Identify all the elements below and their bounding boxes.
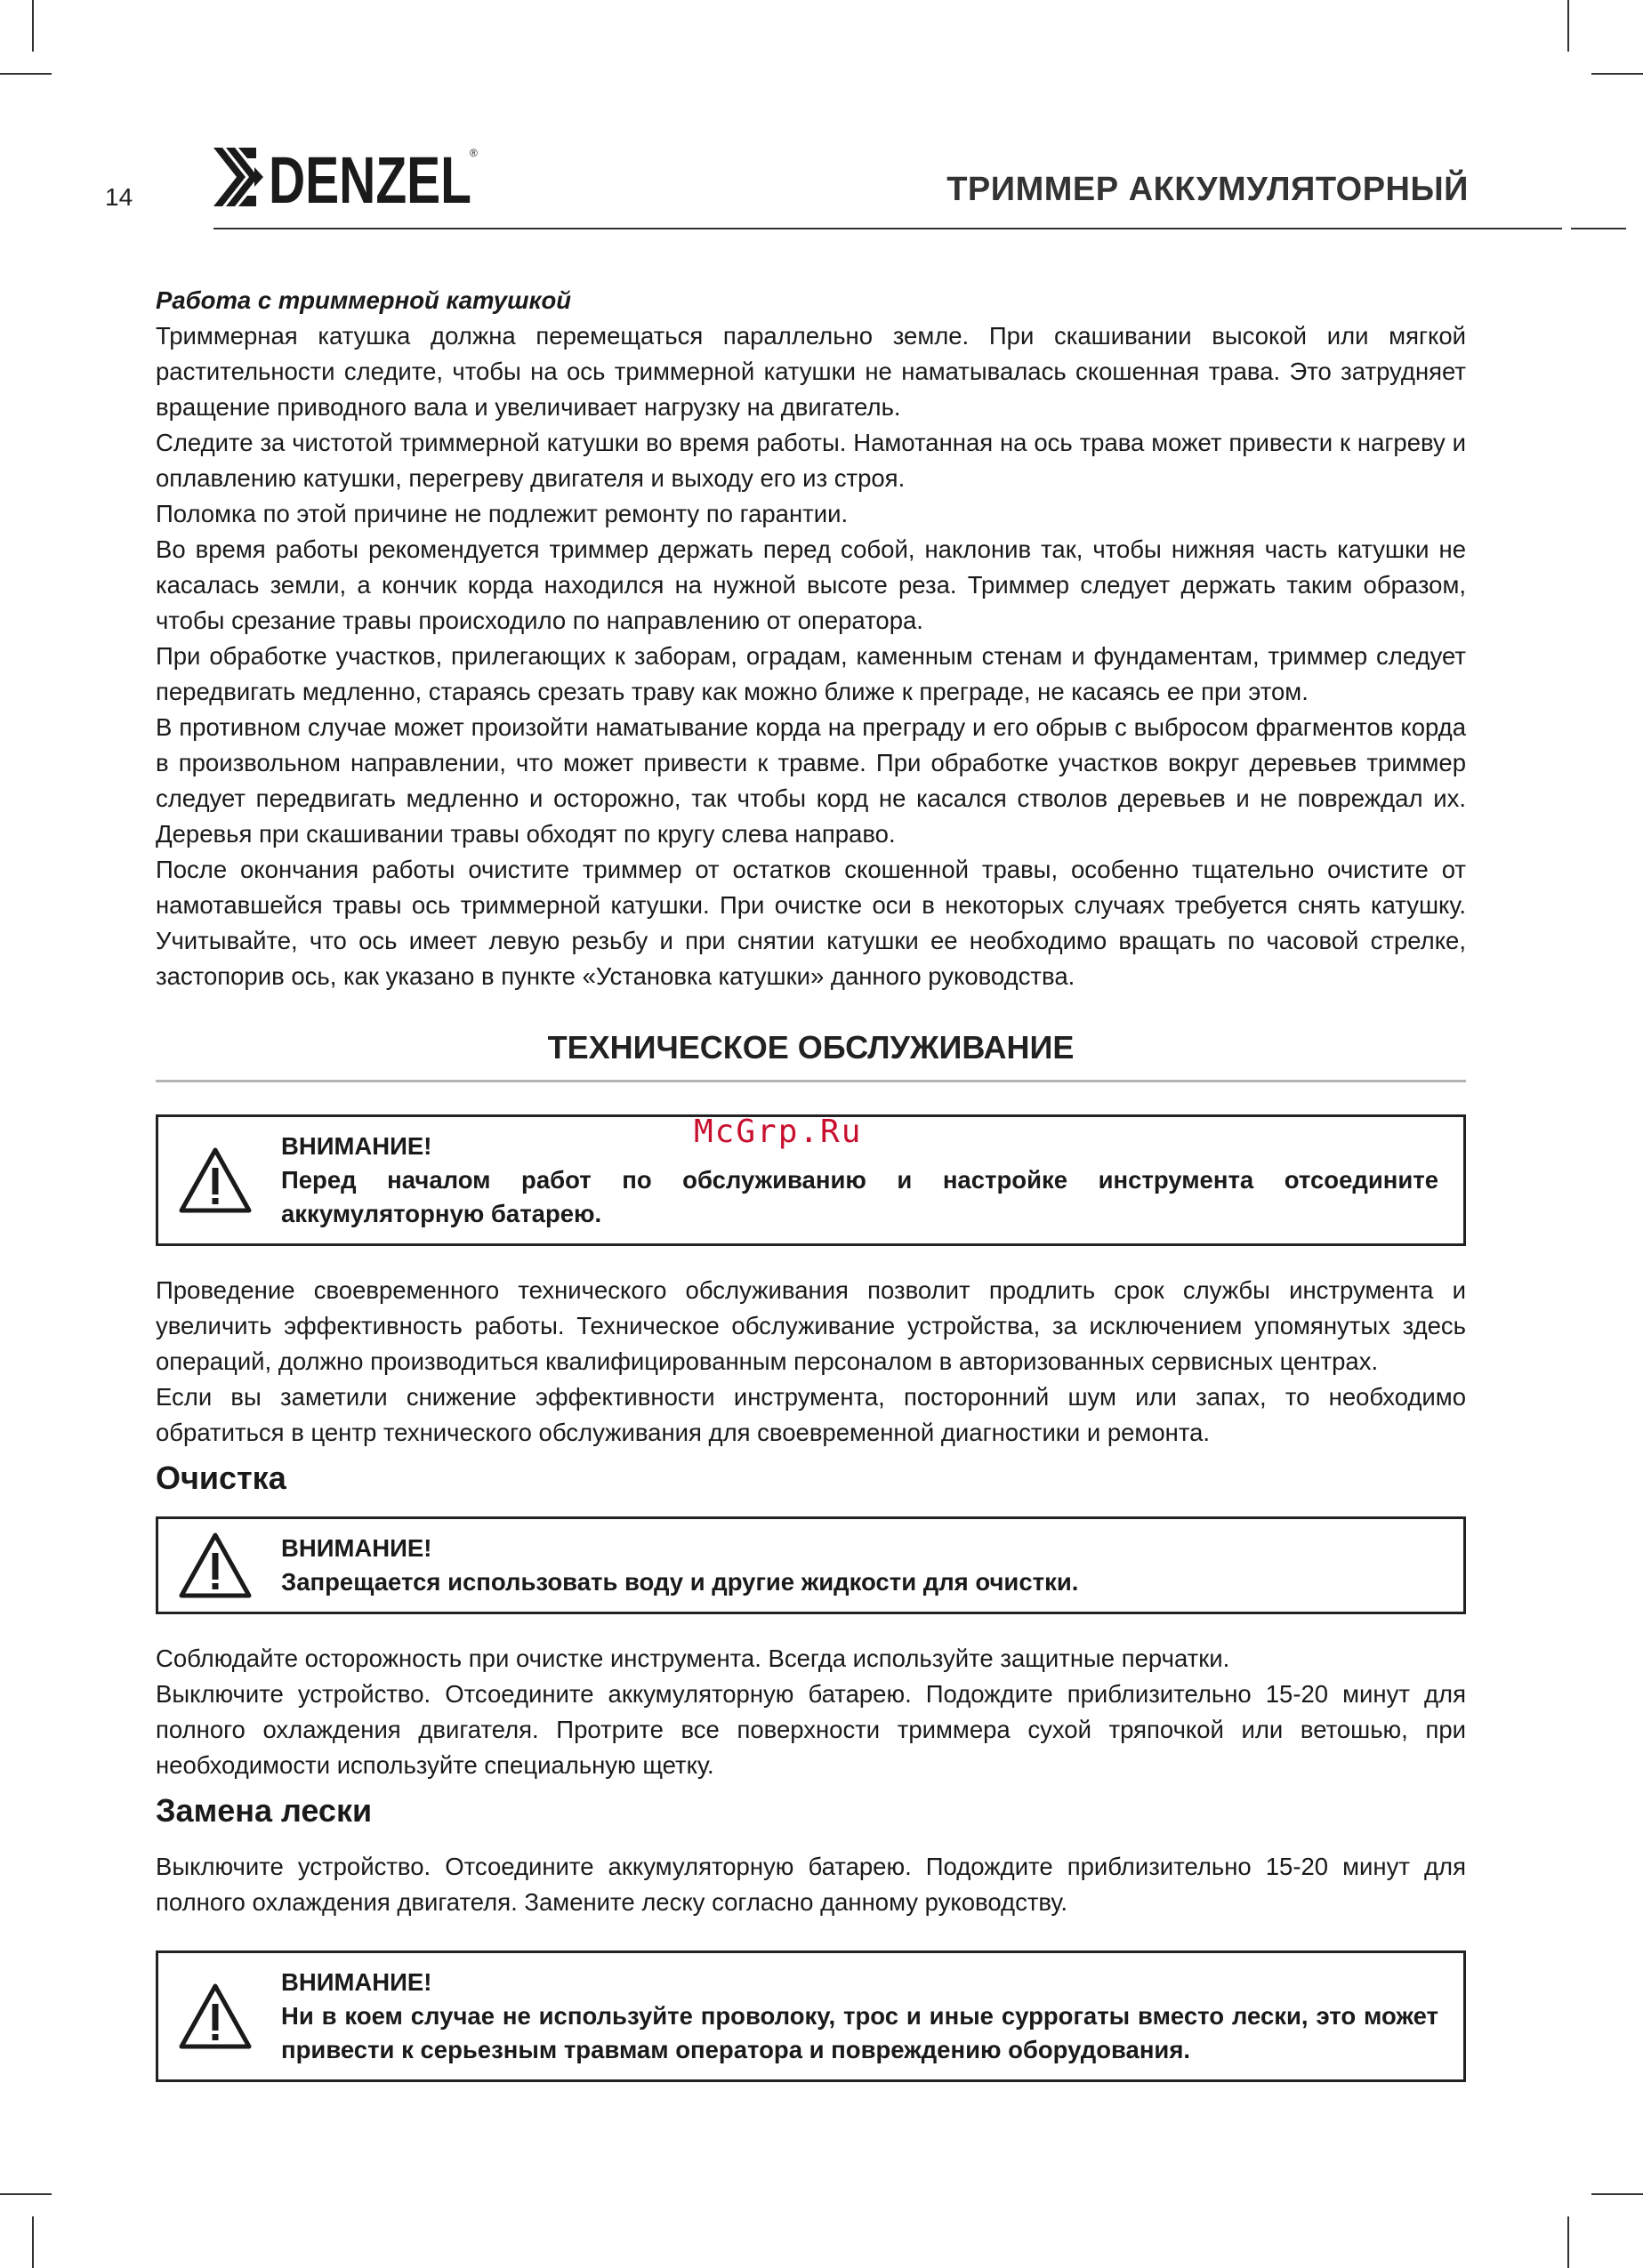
crop-mark [32, 0, 34, 52]
section-title: ТЕХНИЧЕСКОЕ ОБСЛУЖИВАНИЕ [547, 1029, 1075, 1066]
subsection-title: Очистка [156, 1460, 286, 1496]
crop-mark [1591, 73, 1643, 75]
warning-title: ВНИМАНИЕ! [281, 1968, 432, 1996]
watermark: McGrp.Ru [694, 1114, 863, 1150]
paragraph: Выключите устройство. Отсоедините аккумуляторную батарею. Подождите приблизительно 15-20 минут для полного охлаждения двигателя. Замените леску согласно данному руководству. [156, 1853, 1466, 1916]
warning-text: Запрещается использовать воду и другие жидкости для очистки. [281, 1568, 1079, 1596]
section-divider [156, 1080, 1466, 1082]
warning-icon [178, 1982, 253, 2050]
crop-mark [0, 73, 52, 75]
crop-mark [32, 2216, 34, 2268]
paragraph: Во время работы рекомендуется триммер держать перед собой, наклонив так, чтобы нижняя часть катушки не касалась земли, а кончик корда находился на нужной высоте реза. Триммер следует держать таким образом, чтобы срезание травы происходило по направлению от оператора. [156, 535, 1466, 634]
svg-text:®: ® [470, 147, 478, 159]
paragraph: Триммерная катушка должна перемещаться параллельно земле. При скашивании высокой или мягкой растительности следите, чтобы на ось триммерной катушки не наматывалась скошенная трава. Это затрудняет вращение приводного вала и увеличивает нагрузку на двигатель. [156, 322, 1466, 421]
header-divider [1571, 228, 1626, 229]
page-number: 14 [105, 183, 133, 211]
paragraph: Если вы заметили снижение эффективности инструмента, посторонний шум или запах, то необходимо обратиться в центр технического обслуживания для своевременной диагностики и ремонта. [156, 1383, 1466, 1446]
warning-title: ВНИМАНИЕ! [281, 1534, 432, 1562]
warning-text: Ни в коем случае не используйте проволоку, трос и иные суррогаты вместо лески, это может привести к серьезным травмам оператора и повреждению оборудования. [281, 2002, 1438, 2063]
subsection-title: Замена лески [156, 1792, 373, 1829]
header-title: ТРИММЕР АККУМУЛЯТОРНЫЙ [946, 171, 1469, 208]
warning-text: Перед началом работ по обслуживанию и настройке инструмента отсоедините аккумуляторную батарею. [281, 1166, 1438, 1227]
crop-mark [1591, 2193, 1643, 2195]
crop-mark [1567, 0, 1569, 52]
subhead: Работа с триммерной катушкой [156, 286, 572, 314]
warning-box [156, 1950, 1466, 2082]
page-content [156, 283, 1466, 2109]
crop-mark [0, 2193, 52, 2195]
header-divider [213, 228, 1562, 229]
paragraph: Поломка по этой причине не подлежит ремонту по гарантии. [156, 500, 849, 527]
paragraph: Следите за чистотой триммерной катушки во время работы. Намотанная на ось трава может привести к нагреву и оплавлению катушки, перегреву двигателя и выходу его из строя. [156, 429, 1466, 492]
warning-box [156, 1114, 1466, 1246]
warning-title: ВНИМАНИЕ! [281, 1132, 432, 1160]
paragraph: В противном случае может произойти наматывание корда на преграду и его обрыв с выбросом фрагментов корда в произвольном направлении, что может привести к травме. При обработке участков вокруг деревьев триммер следует передвигать медленно и осторожно, так чтобы корд не касался стволов деревьев и не повреждал их. Деревья при скашивании травы обходят по кругу слева направо. [156, 713, 1466, 848]
denzel-logo [213, 141, 480, 213]
svg-text:DENZEL: DENZEL [269, 143, 471, 213]
warning-icon [178, 1532, 253, 1599]
paragraph: Соблюдайте осторожность при очистке инструмента. Всегда используйте защитные перчатки. [156, 1645, 1230, 1672]
crop-mark [1567, 2216, 1569, 2268]
paragraph: Проведение своевременного технического обслуживания позволит продлить срок службы инструмента и увеличить эффективность работы. Техническое обслуживание устройства, за исключением упомянутых здесь операций, должно производиться квалифицированным персоналом в авторизованных сервисных центрах. [156, 1276, 1466, 1375]
warning-icon [178, 1146, 253, 1214]
paragraph: Выключите устройство. Отсоедините аккумуляторную батарею. Подождите приблизительно 15-20 минут для полного охлаждения двигателя. Протрите все поверхности триммера сухой тряпочкой или ветошью, при необходимости используйте специальную щетку. [156, 1680, 1466, 1779]
paragraph: При обработке участков, прилегающих к заборам, оградам, каменным стенам и фундаментам, триммер следует передвигать медленно, стараясь срезать траву как можно ближе к преграде, не касаясь ее при этом. [156, 642, 1466, 705]
paragraph: После окончания работы очистите триммер от остатков скошенной травы, особенно тщательно очистите от намотавшейся травы ось триммерной катушки. При очистке оси в некоторых случаях требуется снять катушку. Учитывайте, что ось имеет левую резьбу и при снятии катушки ее необходимо вращать по часовой стрелке, застопорив ось, как указано в пункте «Установка катушки» данного руководства. [156, 856, 1466, 990]
warning-box [156, 1516, 1466, 1614]
